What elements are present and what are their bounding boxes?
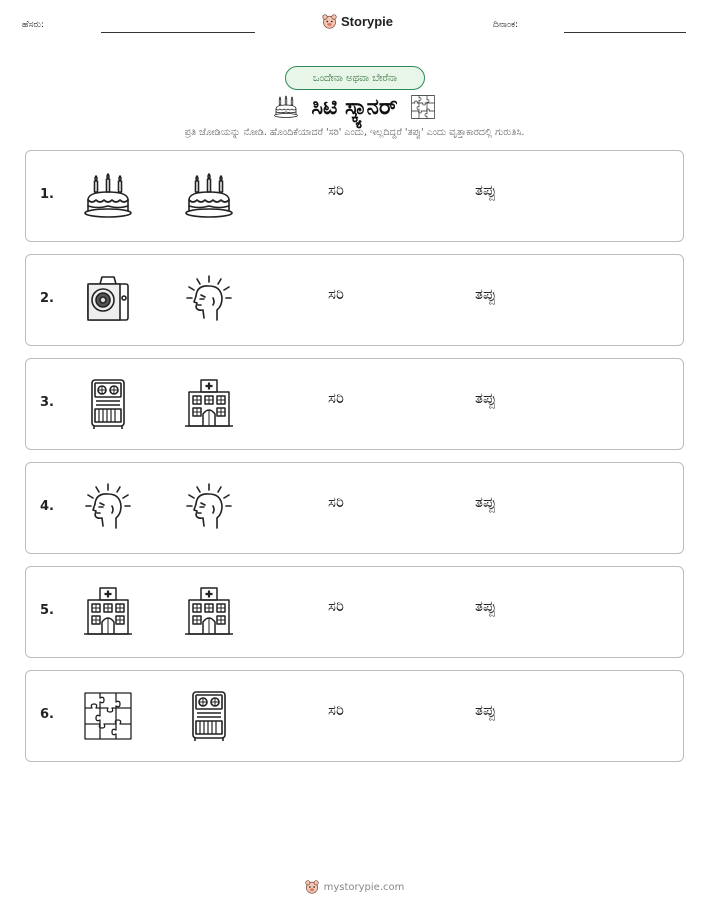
option-false[interactable]: ತಪ್ಪು bbox=[475, 285, 497, 303]
option-false[interactable]: ತಪ್ಪು bbox=[475, 701, 497, 719]
date-line bbox=[564, 32, 686, 33]
date-label: ದಿನಾಂಕ: bbox=[493, 20, 519, 30]
activity-badge: ಒಂದೇನಾ ಅಥವಾ ಬೇರೆನಾ bbox=[285, 66, 425, 90]
page-title: ಸಿಟಿ ಸ್ಕ್ಯಾನರ್ bbox=[311, 94, 398, 120]
cake-icon bbox=[82, 170, 134, 222]
option-true[interactable]: ಸರಿ bbox=[328, 181, 344, 199]
cake-icon bbox=[183, 170, 235, 222]
question-number: 2. bbox=[40, 291, 54, 306]
name-label: ಹೆಸರು: bbox=[22, 20, 45, 30]
storypie-mascot-icon bbox=[322, 14, 337, 29]
question-card-1 bbox=[25, 150, 684, 242]
option-true[interactable]: ಸರಿ bbox=[328, 285, 344, 303]
headache-icon bbox=[183, 482, 235, 534]
question-number: 5. bbox=[40, 603, 54, 618]
option-true[interactable]: ಸರಿ bbox=[328, 701, 344, 719]
option-false[interactable]: ತಪ್ಪು bbox=[475, 597, 497, 615]
name-line bbox=[101, 32, 255, 33]
option-true[interactable]: ಸರಿ bbox=[328, 389, 344, 407]
question-card-5 bbox=[25, 566, 684, 658]
headache-icon bbox=[82, 482, 134, 534]
question-card-6 bbox=[25, 670, 684, 762]
hospital-icon bbox=[82, 586, 134, 638]
title-row bbox=[0, 92, 709, 122]
hospital-icon bbox=[183, 586, 235, 638]
option-true[interactable]: ಸರಿ bbox=[328, 597, 344, 615]
camera-icon bbox=[82, 274, 134, 326]
option-false[interactable]: ತಪ್ಪು bbox=[475, 493, 497, 511]
brand-name: Storypie bbox=[341, 14, 394, 29]
puzzle-icon bbox=[410, 94, 436, 120]
footer bbox=[0, 880, 709, 894]
question-card-4 bbox=[25, 462, 684, 554]
footer-site-link[interactable]: mystorypie.com bbox=[323, 881, 405, 893]
option-false[interactable]: ತಪ್ಪು bbox=[475, 389, 497, 407]
instruction-text: ಪ್ರತಿ ಜೋಡಿಯನ್ನು ನೋಡಿ. ಹೊಂದಿಕೆಯಾದರೆ 'ಸರಿ' ಎಂದು, ಇಲ್ಲದಿದ್ದರೆ 'ತಪ್ಪು' ಎಂದು ವೃತ್ತಾಕಾರದಲ್ಲಿ ಗುರುತಿಸಿ. bbox=[184, 127, 525, 138]
storypie-mascot-icon bbox=[305, 880, 319, 894]
radio-icon bbox=[82, 378, 134, 430]
radio-icon bbox=[183, 690, 235, 742]
question-card-2 bbox=[25, 254, 684, 346]
cake-icon bbox=[273, 94, 299, 120]
option-false[interactable]: ತಪ್ಪು bbox=[475, 181, 497, 199]
question-number: 4. bbox=[40, 499, 54, 514]
brand-logo bbox=[322, 14, 393, 29]
question-number: 6. bbox=[40, 707, 54, 722]
option-true[interactable]: ಸರಿ bbox=[328, 493, 344, 511]
question-number: 1. bbox=[40, 187, 54, 202]
question-number: 3. bbox=[40, 395, 54, 410]
question-card-3 bbox=[25, 358, 684, 450]
headache-icon bbox=[183, 274, 235, 326]
worksheet-header bbox=[0, 14, 709, 38]
puzzle-icon bbox=[82, 690, 134, 742]
hospital-icon bbox=[183, 378, 235, 430]
